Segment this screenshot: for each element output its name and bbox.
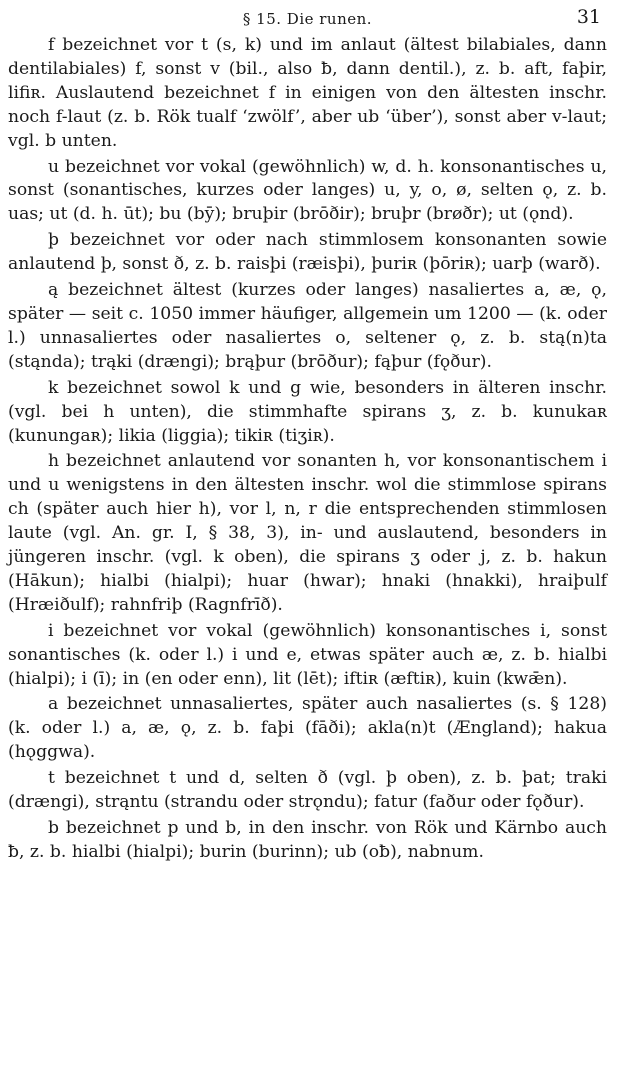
paragraph-nasal-a: ą bezeichnet ältest (kurzes oder langes) nasaliertes a, æ, ǫ, später — seit c. 1050 immer häufiger, allgemein um 1200 — (k. oder l.) unnasaliertes oder nasaliertes o, seltener ǫ, z. b. stą(n)ta (stąnda); trąki (drængi); brąþur (brōður); fąþur (fǫður). (8, 280, 607, 372)
paragraph-u: u bezeichnet vor vokal (gewöhnlich) w, d. h. konsonantisches u, sonst (sonantisches, kurzes oder langes) u, y, o, ø, selten ǫ, z. b. uas; ut (d. h. ūt); bu (bȳ); bruþir (brōðir); bruþr (brøðr); ut (ǫnd). (8, 156, 607, 225)
running-title: § 15. Die runen. (242, 10, 373, 28)
page-body (8, 34, 607, 865)
paragraph-i: i bezeichnet vor vokal (gewöhnlich) konsonantisches i, sonst sonantisches (k. oder l.) i und e, etwas später auch æ, z. b. hialbi (hialpi); i (ī); in (en oder enn), lit (lēt); iftiʀ (æftiʀ), kuin (kwǣn). (8, 620, 607, 689)
paragraph-k: k bezeichnet sowol k und g wie, besonders in älteren inschr. (vgl. bei h unten), die stimmhafte spirans ʒ, z. b. kunukaʀ (kunungaʀ); likia (liggia); tikiʀ (tiʒiʀ). (8, 377, 607, 446)
page-header (8, 6, 607, 34)
paragraph-h: h bezeichnet anlautend vor sonanten h, vor konsonantischem i und u wenigstens in den ältesten inschr. wol die stimmlose spirans ch (später auch hier h), vor l, n, r die entsprechenden stimmlosen laute (vgl. An. gr. I, § 38, 3), in- und auslautend, besonders in jüngeren inschr. (vgl. k oben), die spirans ʒ oder j, z. b. hakun (Hākun); hialbi (hialpi); huar (hwar); hnaki (hnakki), hraiþulf (Hræiðulf); rahnfriþ (Ragnfrīð). (8, 451, 607, 615)
paragraph-t: t bezeichnet t und d, selten ð (vgl. þ oben), z. b. þat; traki (drængi), strąntu (strandu oder strǫndu); fatur (faður oder fǫður). (8, 768, 607, 813)
paragraph-thorn: þ bezeichnet vor oder nach stimmlosem konsonanten sowie anlautend þ, sonst ð, z. b. raisþi (ræisþi), þuriʀ (þōriʀ); uarþ (warð). (8, 230, 607, 275)
page-number: 31 (576, 6, 601, 28)
paragraph-b: b bezeichnet p und b, in den inschr. von Rök und Kärnbo auch ƀ, z. b. hialbi (hialpi); burin (burinn); ub (oƀ), nabnum. (8, 818, 607, 862)
paragraph-a: a bezeichnet unnasaliertes, später auch nasaliertes (s. § 128) (k. oder l.) a, æ, ǫ, z. b. faþi (fāði); akla(n)t (Ængland); hakua (hǫggwa). (8, 694, 607, 763)
paragraph-f: f bezeichnet vor t (s, k) und im anlaut (ältest bilabiales, dann dentilabiales) f, sonst v (bil., also ƀ, dann dentil.), z. b. aft, faþir, lifiʀ. Auslautend bezeichnet f in einigen von den ältesten inschr. noch f-laut (z. b. Rök tualf ‘zwölf’, aber ub ‘über’), sonst aber v-laut; vgl. b unten. (8, 35, 607, 151)
